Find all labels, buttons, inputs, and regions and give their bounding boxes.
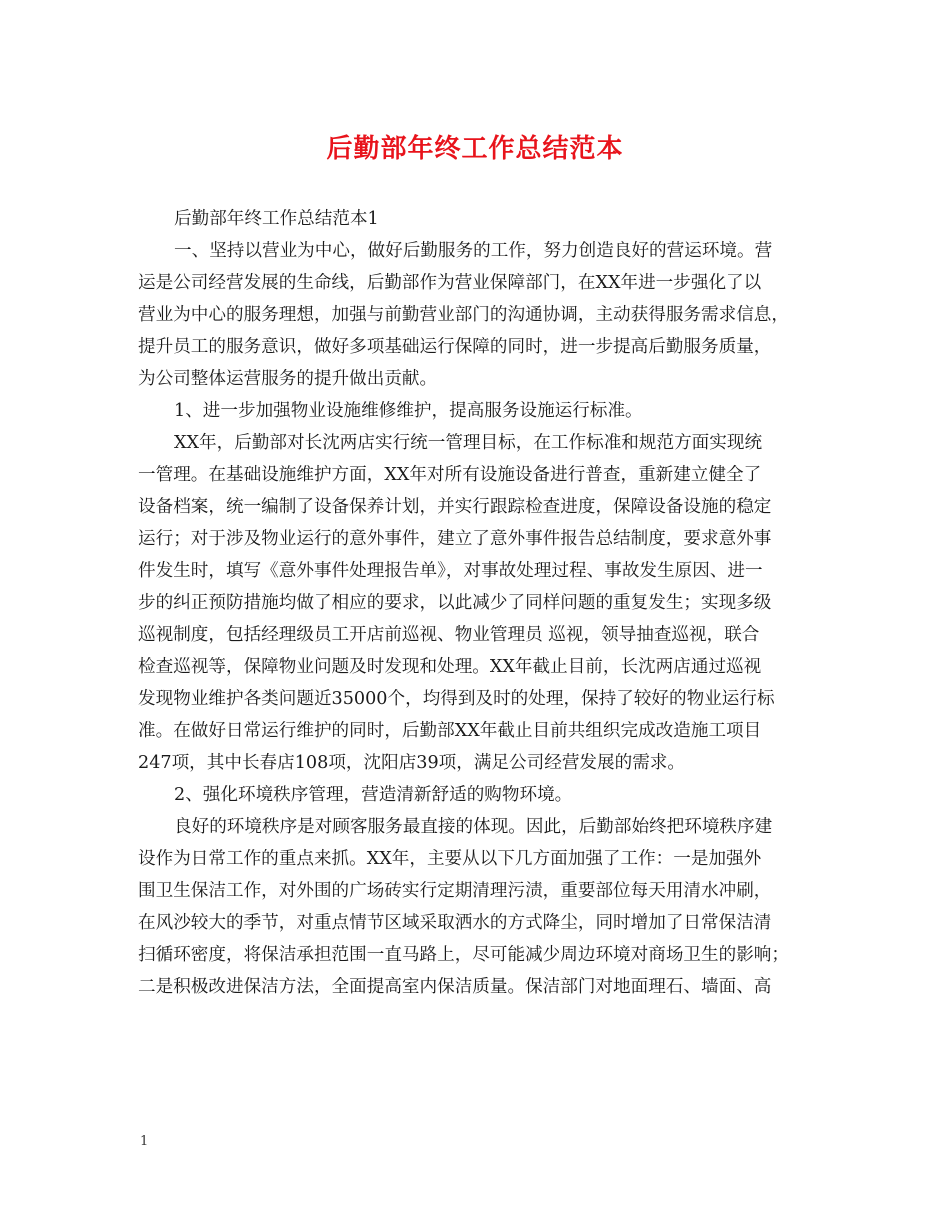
body-line: 为公司整体运营服务的提升做出贡献。 <box>138 369 438 389</box>
body-line: 围卫生保洁工作，对外围的广场砖实行定期清理污渍，重要部位每天用清水冲刷， <box>138 881 772 901</box>
body-line: 247项，其中长春店108项，沈阳店39项，满足公司经营发展的需求。 <box>138 753 685 773</box>
body-line: 步的纠正预防措施均做了相应的要求，以此减少了同样问题的重复发生；实现多级 <box>138 593 772 613</box>
document-body <box>138 203 818 1003</box>
page-number: 1 <box>140 1134 149 1149</box>
body-line: 设备档案，统一编制了设备保养计划，并实行跟踪检查进度，保障设备设施的稳定 <box>138 497 772 517</box>
body-line: 营业为中心的服务理想，加强与前勤营业部门的沟通协调，主动获得服务需求信息， <box>138 305 789 325</box>
body-line: XX年，后勤部对长沈两店实行统一管理目标，在工作标准和规范方面实现统 <box>174 433 763 453</box>
section-heading: 后勤部年终工作总结范本1 <box>174 209 379 229</box>
body-line: 件发生时，填写《意外事件处理报告单》，对事故处理过程、事故发生原因、进一 <box>138 561 763 581</box>
body-line: 发现物业维护各类问题近35000个，均得到及时的处理，保持了较好的物业运行标 <box>138 689 775 709</box>
body-line: 准。在做好日常运行维护的同时，后勤部XX年截止目前共组织完成改造施工项目 <box>138 721 762 741</box>
body-line: 运是公司经营发展的生命线，后勤部作为营业保障部门，在XX年进一步强化了以 <box>138 273 762 293</box>
body-line: 设作为日常工作的重点来抓。XX年，主要从以下几方面加强了工作：一是加强外 <box>138 849 762 869</box>
body-line: 二是积极改进保洁方法，全面提高室内保洁质量。保洁部门对地面理石、墙面、高 <box>138 977 772 997</box>
body-line: 一、坚持以营业为中心，做好后勤服务的工作，努力创造良好的营运环境。营 <box>174 241 773 261</box>
body-line: 运行；对于涉及物业运行的意外事件，建立了意外事件报告总结制度，要求意外事 <box>138 529 772 549</box>
body-line: 检查巡视等，保障物业问题及时发现和处理。XX年截止目前，长沈两店通过巡视 <box>138 657 762 677</box>
body-line: 在风沙较大的季节，对重点情节区域采取洒水的方式降尘，同时增加了日常保洁清 <box>138 913 772 933</box>
document-title: 后勤部年终工作总结范本 <box>326 134 624 164</box>
body-line: 提升员工的服务意识，做好多项基础运行保障的同时，进一步提高后勤服务质量， <box>138 337 772 357</box>
body-line: 一管理。在基础设施维护方面，XX年对所有设施设备进行普查，重新建立健全了 <box>138 465 762 485</box>
body-line: 巡视制度，包括经理级员工开店前巡视、物业管理员 巡视，领导抽查巡视，联合 <box>138 625 760 645</box>
body-line: 2、强化环境秩序管理，营造清新舒适的购物环境。 <box>174 785 573 805</box>
body-line: 扫循环密度，将保洁承担范围一直马路上，尽可能减少周边环境对商场卫生的影响； <box>138 945 789 965</box>
body-line: 良好的环境秩序是对顾客服务最直接的体现。因此，后勤部始终把环境秩序建 <box>174 817 773 837</box>
body-line: 1、进一步加强物业设施维修维护，提高服务设施运行标准。 <box>174 401 643 421</box>
